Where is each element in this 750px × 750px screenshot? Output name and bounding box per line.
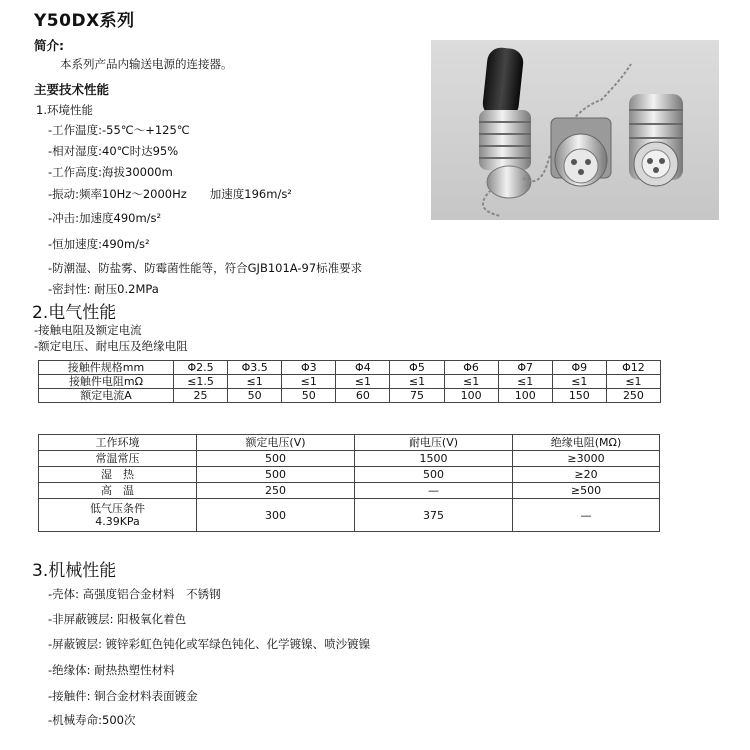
mechanical-heading: 3.机械性能 [32, 561, 117, 581]
table-cell: 100 [498, 389, 552, 403]
env-item: -恒加速度:490m/s² [48, 237, 150, 251]
table-cell: 1500 [355, 451, 513, 467]
table-cell-env [39, 499, 197, 532]
table-cell: 60 [336, 389, 390, 403]
table-cell: 500 [197, 451, 355, 467]
table-cell: ≤1 [390, 375, 444, 389]
table-row [39, 499, 660, 532]
env-item: -工作高度:海拔30000m [48, 165, 173, 179]
product-photo [431, 40, 719, 220]
table-cell: ≤1 [282, 375, 336, 389]
table-cell: 500 [355, 467, 513, 483]
table-cell: 湿 热 [39, 467, 197, 483]
table-row [39, 375, 661, 389]
table-cell: 接触件规格mm [39, 361, 174, 375]
mechanical-item: -绝缘体: 耐热热塑性材料 [48, 663, 175, 677]
mechanical-item: -非屏蔽镀层: 阳极氧化着色 [48, 612, 187, 626]
contact-spec-table [38, 360, 661, 403]
table-row [39, 361, 661, 375]
table-cell: ≤1 [228, 375, 282, 389]
table-cell: 100 [444, 389, 498, 403]
env-item: -冲击:加速度490m/s² [48, 211, 162, 225]
table-row [39, 467, 660, 483]
electrical-item: -额定电压、耐电压及绝缘电阻 [34, 339, 188, 353]
env-item: -工作温度:-55℃～+125℃ [48, 123, 190, 137]
table-cell: 50 [228, 389, 282, 403]
table-cell: Φ7 [498, 361, 552, 375]
table-row [39, 483, 660, 499]
table-cell: Φ3 [282, 361, 336, 375]
intro-text: 本系列产品内输送电源的连接器。 [60, 57, 233, 71]
table-cell: ≤1 [444, 375, 498, 389]
env-item: -防潮湿、防盐雾、防霉菌性能等，符合GJB101A-97标准要求 [48, 261, 363, 275]
table-cell: ≥20 [513, 467, 660, 483]
intro-heading: 简介: [34, 38, 64, 53]
mechanical-item: -屏蔽镀层: 镀锌彩虹色钝化或军绿色钝化、化学镀镍、喷沙镀镍 [48, 637, 371, 651]
table-cell: Φ12 [606, 361, 660, 375]
tech-heading: 主要技术性能 [34, 82, 110, 97]
table-cell: Φ2.5 [174, 361, 228, 375]
voltage-insulation-table [38, 434, 660, 532]
table-cell: Φ4 [336, 361, 390, 375]
table-cell: Φ3.5 [228, 361, 282, 375]
table-cell: 300 [197, 499, 355, 532]
table-cell: 500 [197, 467, 355, 483]
mechanical-item: -接触件: 铜合金材料表面镀金 [48, 689, 198, 703]
table-cell: 额定电流A [39, 389, 174, 403]
table-cell: ≥3000 [513, 451, 660, 467]
env-condition-line: 4.39KPa [95, 515, 140, 528]
table-cell: Φ5 [390, 361, 444, 375]
env-condition-line: 低气压条件 [90, 502, 145, 515]
table-cell: 常温常压 [39, 451, 197, 467]
table-cell: Φ6 [444, 361, 498, 375]
table-cell: ≤1 [552, 375, 606, 389]
table-header-row [39, 435, 660, 451]
table-row [39, 451, 660, 467]
table-cell: 75 [390, 389, 444, 403]
electrical-heading: 2.电气性能 [32, 303, 117, 323]
table-cell: Φ9 [552, 361, 606, 375]
table-header-cell: 绝缘电阻(MΩ) [513, 435, 660, 451]
env-item: -相对湿度:40℃时达95% [48, 144, 179, 158]
table-cell: — [513, 499, 660, 532]
table-cell: 150 [552, 389, 606, 403]
electrical-item: -接触电阻及额定电流 [34, 323, 142, 337]
connector-illustration [431, 40, 719, 220]
page-title: Y50DX系列 [34, 11, 135, 31]
table-cell: 接触件电阻mΩ [39, 375, 174, 389]
mechanical-item: -壳体: 高强度铝合金材料 不锈钢 [48, 587, 221, 601]
env-item: -振动:频率10Hz～2000Hz 加速度196m/s² [48, 187, 292, 201]
table-header-cell: 耐电压(V) [355, 435, 513, 451]
mechanical-item: -机械寿命:500次 [48, 713, 136, 727]
table-cell: 250 [606, 389, 660, 403]
table-cell: ≥500 [513, 483, 660, 499]
table-cell: ≤1.5 [174, 375, 228, 389]
table-cell: 高 温 [39, 483, 197, 499]
table-cell: ≤1 [606, 375, 660, 389]
env-heading: 1.环境性能 [36, 103, 93, 117]
env-item: -密封性: 耐压0.2MPa [48, 282, 159, 296]
table-cell: — [355, 483, 513, 499]
table-cell: ≤1 [498, 375, 552, 389]
table-header-cell: 额定电压(V) [197, 435, 355, 451]
table-cell: 25 [174, 389, 228, 403]
table-header-cell: 工作环境 [39, 435, 197, 451]
table-cell: ≤1 [336, 375, 390, 389]
table-cell: 375 [355, 499, 513, 532]
table-cell: 250 [197, 483, 355, 499]
table-row [39, 389, 661, 403]
table-cell: 50 [282, 389, 336, 403]
